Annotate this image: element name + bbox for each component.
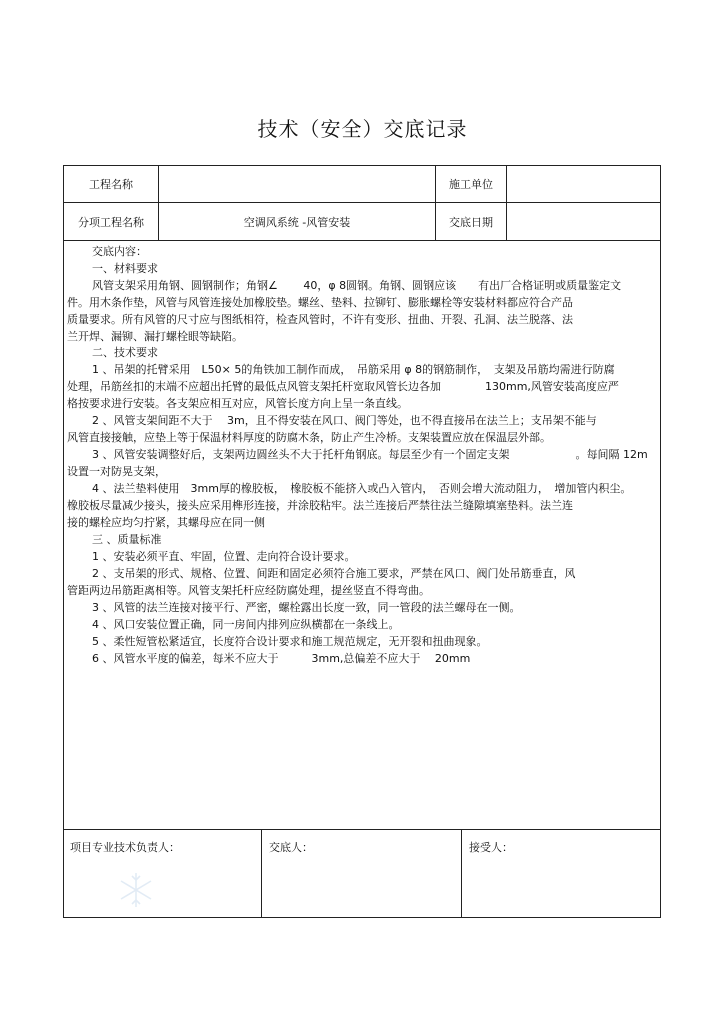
content-line: 风管直接接触，应垫上等于保温材料厚度的防腐木条，防止产生冷桥。支架装置应放在保温层外部。	[67, 431, 551, 444]
content-line: 3 、风管的法兰连接对接平行、严密，螺栓露出长度一致，同一管段的法兰螺母在一侧。	[92, 601, 521, 614]
content-line: 1 、吊架的托臂采用 L50× 5的角铁加工制作而成， 吊筋采用 φ 8的钢筋制作， 支架及吊筋均需进行防腐	[92, 363, 615, 376]
discloser-signature-label: 交底人：	[269, 841, 313, 854]
content-line: 4 、风口安装位置正确，同一房间内排列应纵横都在一条线上。	[92, 618, 400, 631]
col-divider	[461, 829, 462, 918]
project-name-label: 工程名称	[89, 178, 133, 191]
row-divider	[64, 240, 660, 241]
content-line: 1 、安装必须平直、牢固，位置、走向符合设计要求。	[92, 550, 356, 563]
col-divider	[261, 829, 262, 918]
content-line: 件。用木条作垫，风管与风管连接处加橡胶垫。螺丝、垫料、拉铆钉、膨胀螺栓等安装材料都应符合产品	[67, 296, 573, 309]
content-line: 5 、柔性短管松紧适宜，长度符合设计要求和施工规范规定，无开裂和扭曲现象。	[92, 635, 488, 648]
content-line: 3 、风管安装调整好后，支架两边圆丝头不大于托杆角钢底。每层至少有一个固定支架 。每间隔 12m	[92, 448, 648, 461]
content-line: 2 、风管支架间距不大于 3m，且不得安装在风口、阀门等处，也不得直接吊在法兰上；支吊架不能与	[92, 414, 597, 427]
content-line: 橡胶板尽量减少接头，接头应采用榫形连接，并涂胶粘牢。法兰连接后严禁往法兰缝隙填塞垫料。法兰连	[67, 499, 573, 512]
content-line: 二、技术要求	[92, 346, 158, 359]
snowflake-watermark-icon	[116, 870, 156, 910]
content-line: 6 、风管水平度的偏差，每米不应大于 3mm,总偏差不应大于 20mm	[92, 652, 471, 665]
page-title: 技术（安全）交底记录	[257, 117, 468, 141]
date-label: 交底日期	[449, 215, 493, 229]
construction-unit-label: 施工单位	[449, 178, 493, 191]
subproject-label: 分项工程名称	[78, 215, 144, 229]
content-line: 管距两边吊筋距离相等。风管支架托杆应经防腐处理，提丝竖直不得弯曲。	[67, 584, 430, 597]
row-divider	[64, 829, 660, 830]
content-line: 设置一对防晃支架，	[67, 465, 166, 478]
project-name-value	[159, 166, 435, 202]
content-line: 4 、法兰垫料使用 3mm厚的橡胶板， 橡胶板不能挤入或凸入管内， 否则会增大流动阻力， 增加管内积尘。	[92, 482, 632, 495]
date-value	[507, 203, 660, 240]
content-line: 接的螺栓应均匀拧紧，其螺母应在同一侧	[67, 516, 265, 529]
disclosure-record-table	[63, 165, 661, 918]
content-line: 兰开焊、漏铆、漏打螺栓眼等缺陷。	[67, 330, 243, 343]
tech-lead-signature-label: 项目专业技术负责人：	[70, 841, 180, 854]
content-line: 一、材料要求	[92, 262, 158, 275]
content-line: 交底内容：	[92, 245, 147, 258]
content-line: 格按要求进行安装。各支架应相互对应，风管长度方向上呈一条直线。	[67, 397, 408, 410]
subproject-value: 空调风系统 -风管安装	[243, 215, 351, 229]
content-line: 三 、质量标准	[92, 533, 162, 546]
content-line: 质量要求。所有风管的尺寸应与图纸相符，检查风管时，不许有变形、扭曲、开裂、孔洞、法兰脱落、法	[67, 313, 573, 326]
content-line: 风管支架采用角钢、圆钢制作；角钢∠ 40，φ 8圆钢。角钢、圆钢应该 有出厂合格证明或质量鉴定文	[92, 279, 622, 292]
construction-unit-value	[507, 166, 660, 202]
content-line: 2 、支吊架的形式、规格、位置、间距和固定必须符合施工要求，严禁在风口、阀门处吊筋垂直，风	[92, 567, 576, 580]
receiver-signature-label: 接受人：	[469, 841, 513, 854]
content-line: 处理，吊筋丝扣的末端不应超出托臂的最低点风管支架托杆宽取风管长边各加 130mm,风管安装高度应严	[67, 380, 619, 393]
